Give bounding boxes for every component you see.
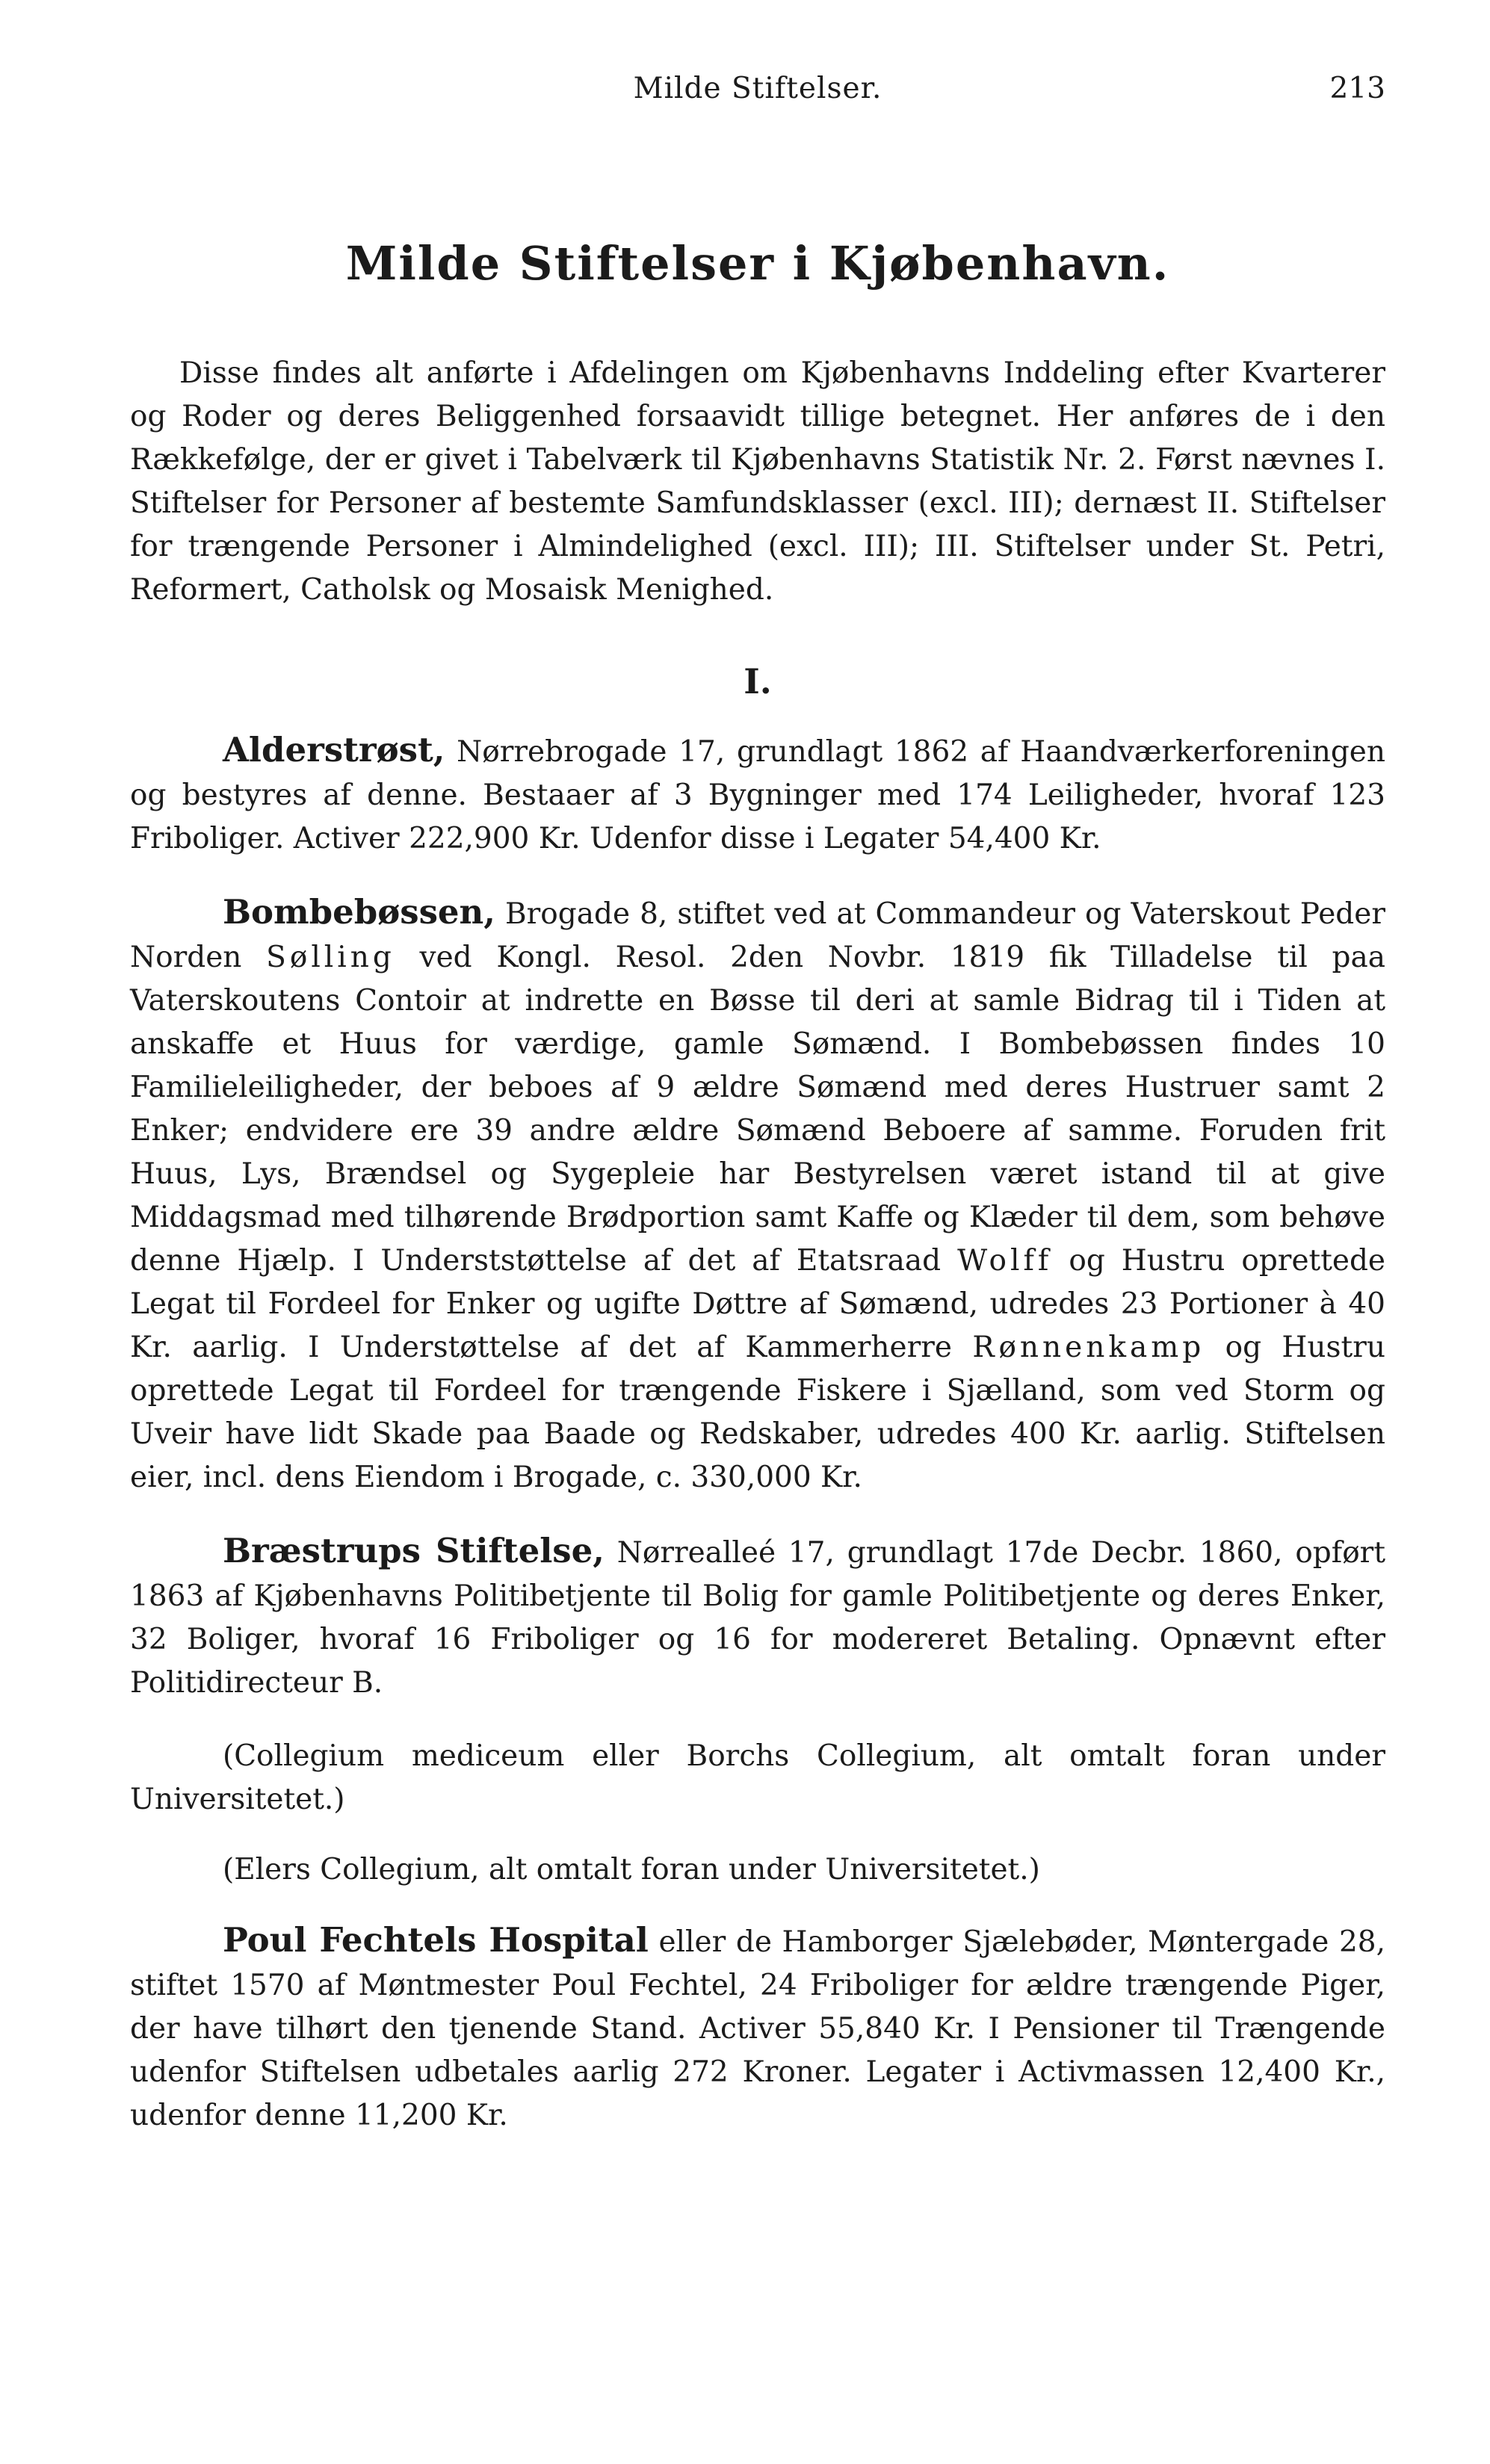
entry-name: Bombebøssen, bbox=[223, 892, 495, 932]
spaced-name: Wolff bbox=[957, 1244, 1053, 1278]
spaced-name: Rønnenkamp bbox=[972, 1331, 1205, 1364]
entry-name: Alderstrøst, bbox=[223, 730, 445, 770]
entry-braestrups-stiftelse bbox=[130, 1529, 1385, 1705]
running-header bbox=[130, 72, 1385, 117]
entry-text-part: og Hustru oprettede Legat til Fordeel for trængende Fiskere i Sjælland, som ved Storm og Uveir have lidt Skade paa Baade og Redskaber, udredes 400 Kr. aarlig. Stiftelsen eier, incl. dens Eiendom i Brogade, c. 330,000 Kr. bbox=[130, 1331, 1385, 1494]
page-number: 213 bbox=[1329, 72, 1385, 105]
page-title: Milde Stiftelser i Kjøbenhavn. bbox=[345, 236, 1170, 291]
entry-poul-fechtels-hospital bbox=[130, 1919, 1385, 2138]
note-collegium-mediceum: (Collegium mediceum eller Borchs Collegium, alt omtalt foran under Universitetet.) bbox=[130, 1739, 1385, 1816]
entry-name: Bræstrups Stiftelse, bbox=[223, 1531, 605, 1570]
spaced-name: Sølling bbox=[266, 941, 395, 974]
entry-name: Poul Fechtels Hospital bbox=[223, 1920, 649, 1960]
note-elers-collegium: (Elers Collegium, alt omtalt foran under Universitetet.) bbox=[223, 1853, 1040, 1886]
entry-text-part: og Hustru oprettede Legat til Fordeel for Enker og ugifte Døttre af Sømænd, udredes 23 Portioner à 40 Kr. aarlig. I Understøttelse af det af Kammerherre bbox=[130, 1244, 1385, 1364]
entry-text: Nørrealleé 17, grundlagt 17de Decbr. 1860, opført 1863 af Kjøbenhavns Politibetjente til Bolig for gamle Politibetjente og deres Enker, 32 Boliger, hvoraf 16 Friboliger og 16 for modereret Betaling. Opnævnt efter Politidirecteur B. bbox=[130, 1536, 1385, 1700]
section-heading: I. bbox=[744, 661, 772, 702]
entry-bombeboessen bbox=[130, 891, 1385, 1499]
intro-paragraph: Disse findes alt anførte i Afdelingen om Kjøbenhavns Inddeling efter Kvarterer og Roder og deres Beliggenhed forsaavidt tillige betegnet. Her anføres de i den Rækkefølge, der er givet i Tabelværk til Kjøbenhavns Statistik Nr. 2. Først nævnes I. Stiftelser for Personer af bestemte Samfundsklasser (excl. III); dernæst II. Stiftelser for trængende Personer i Almindelighed (excl. III); III. Stiftelser under St. Petri, Reformert, Catholsk og Mosaisk Menighed. bbox=[130, 356, 1385, 607]
running-title: Milde Stiftelser. bbox=[633, 72, 882, 105]
document-page bbox=[130, 72, 1385, 2167]
entry-text-part: Brogade 8, stiftet ved at Commandeur og Vaterskout Peder Norden bbox=[130, 897, 1385, 974]
entry-text: eller de Hamborger Sjælebøder, Møntergade 28, stiftet 1570 af Møntmester Poul Fechtel, 24 Friboliger for ældre trængende Piger, der have tilhørt den tjenende Stand. Activer 55,840 Kr. I Pensioner til Trængende udenfor Stiftelsen udbetales aarlig 272 Kroner. Legater i Activmassen 12,400 Kr., udenfor denne 11,200 Kr. bbox=[130, 1925, 1385, 2132]
entry-alderstroest bbox=[130, 728, 1385, 861]
entry-text-part: ved Kongl. Resol. 2den Novbr. 1819 fik Tilladelse til paa Vaterskoutens Contoir at indrette en Bøsse til deri at samle Bidrag til i Tiden at anskaffe et Huus for værdige, gamle Sømænd. I Bombebøssen findes 10 Familieleiligheder, der beboes af 9 ældre Sømænd med deres Hustruer samt 2 Enker; endvidere ere 39 andre ældre Sømænd Beboere af samme. Foruden frit Huus, Lys, Brændsel og Sygepleie har Bestyrelsen været istand til at give Middagsmad med tilhørende Brødportion samt Kaffe og Klæder til dem, som behøve denne Hjælp. I Underststøttelse af det af Etatsraad bbox=[130, 941, 1385, 1278]
entry-text: Nørrebrogade 17, grundlagt 1862 af Haandværkerforeningen og bestyres af denne. Bestaaer af 3 Bygninger med 174 Leiligheder, hvoraf 123 Friboliger. Activer 222,900 Kr. Udenfor disse i Legater 54,400 Kr. bbox=[130, 735, 1385, 855]
